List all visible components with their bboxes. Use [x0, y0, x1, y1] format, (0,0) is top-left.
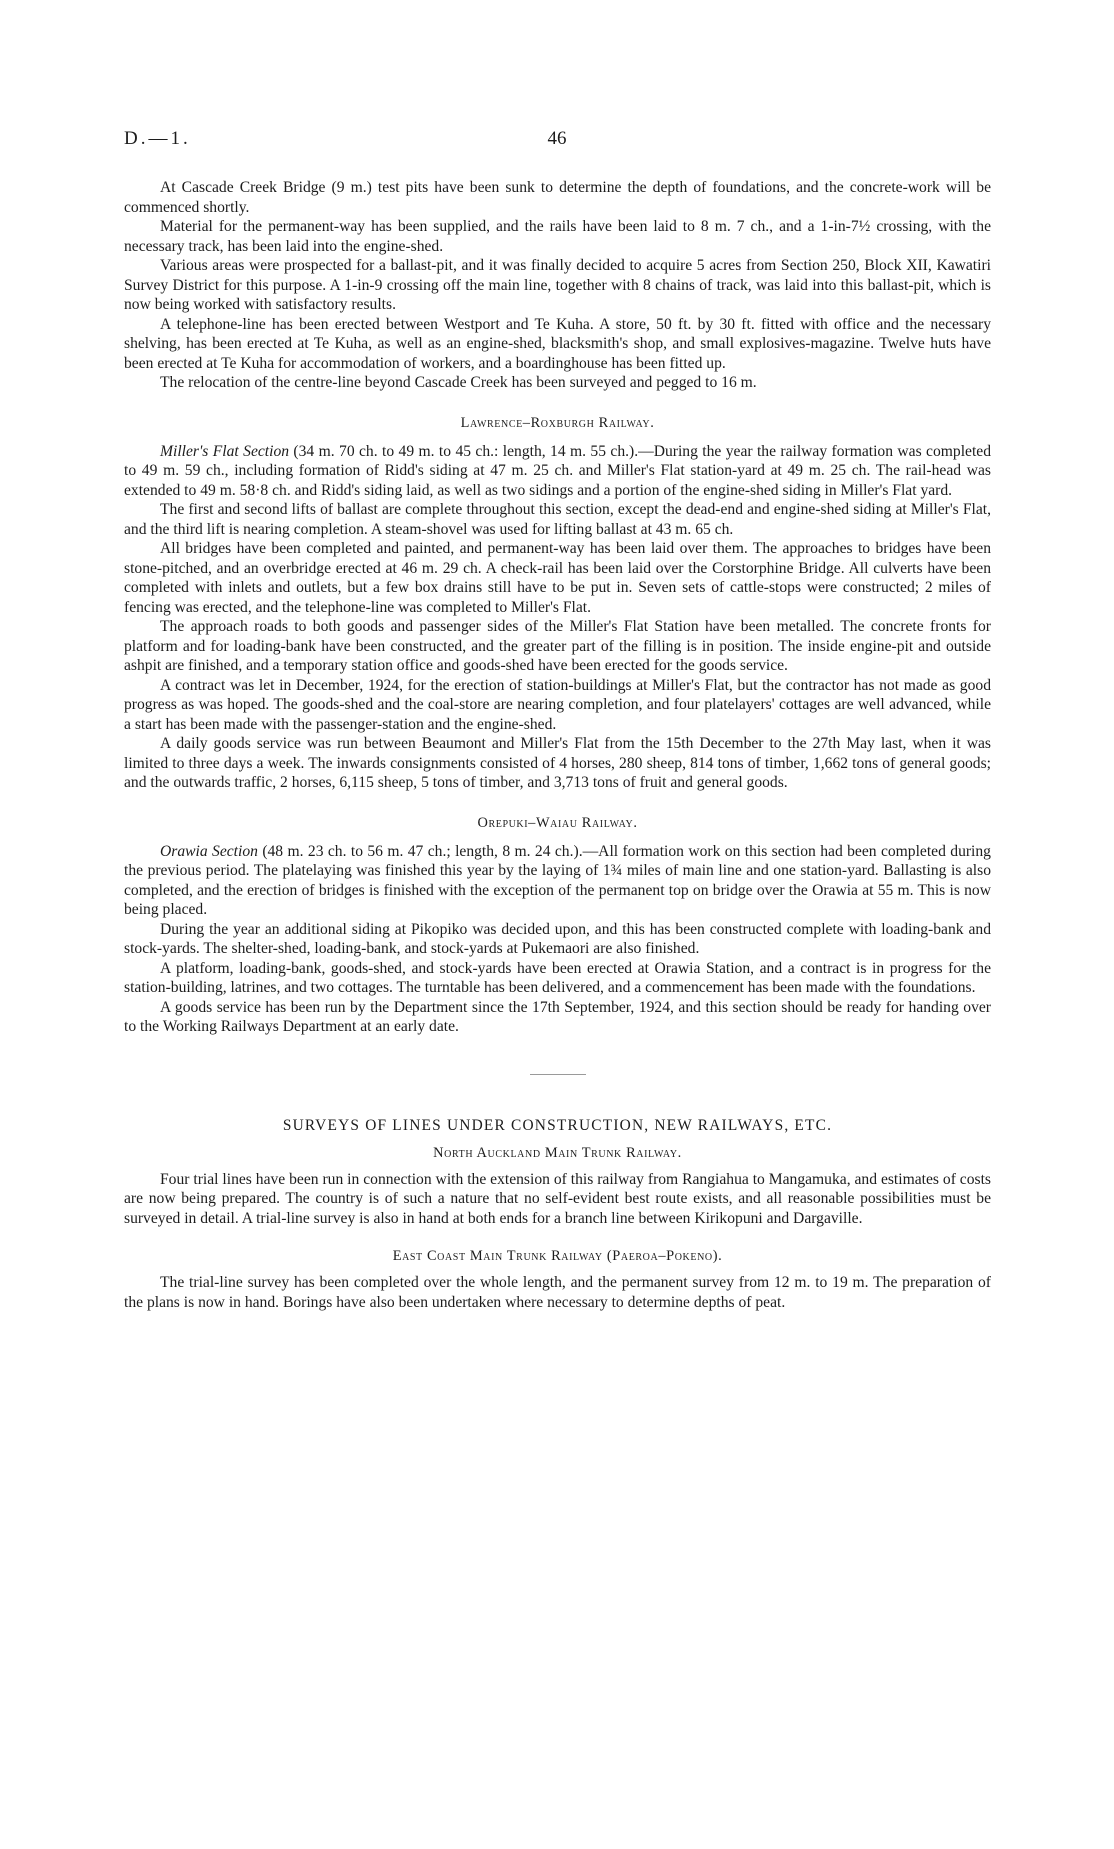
section-name: Orawia Section [160, 842, 258, 860]
document-reference: D.—1. [124, 128, 191, 149]
section-heading-lawrence-roxburgh: Lawrence–Roxburgh Railway. [460, 414, 655, 431]
page-number: 46 [547, 128, 567, 149]
page-body [124, 178, 991, 1312]
paragraph: The relocation of the centre-line beyond Cascade Creek has been surveyed and pegged to 16 m. [160, 374, 757, 391]
section-heading-north-auckland: North Auckland Main Trunk Railway. [433, 1144, 682, 1161]
main-heading-surveys: SURVEYS OF LINES UNDER CONSTRUCTION, NEW RAILWAYS, ETC. [282, 1116, 833, 1134]
paragraph: Material for the permanent-way has been supplied, and the rails have been laid to 8 m. 7 ch., and a 1-in-7½ crossing, with the necessary track, has been laid into the engine-shed. [124, 218, 991, 255]
paragraph: All bridges have been completed and painted, and permanent-way has been laid over them. The approaches to bridges have been stone-pitched, and an overbridge erected at 46 m. 29 ch. A check-rail has been laid over the Corstorphine Bridge. All culverts have been completed with inlets and outlets, but a few box drains still have to be put in. Seven sets of cattle-stops were constructed; 2 miles of fencing was erected, and the telephone-line was completed to Miller's Flat. [124, 540, 991, 616]
section-name: Miller's Flat Section [160, 442, 290, 460]
paragraph: A goods service has been run by the Department since the 17th September, 1924, and this section should be ready for handing over to the Working Railways Department at an early date. [124, 998, 991, 1035]
paragraph: The trial-line survey has been completed over the whole length, and the permanent survey from 12 m. to 19 m. The preparation of the plans is now in hand. Borings have also been undertaken where necessary to determine depths of peat. [124, 1274, 991, 1311]
section-heading-east-coast: East Coast Main Trunk Railway (Paeroa–Pokeno). [392, 1248, 723, 1264]
section-separator [124, 1037, 991, 1117]
paragraph-text: (34 m. 70 ch. to 49 m. to 45 ch.: length, 14 m. 55 ch.).—During the year the railway formation was completed to 49 m. 59 ch., including formation of Ridd's siding at 47 m. 25 ch. and Miller's Flat station-yard at 49 m. 25 ch. The rail-head was extended to 49 m. 58·8 ch. and Ridd's siding laid, as well as two sidings and a portion of the engine-shed siding in Miller's Flat yard. [124, 442, 991, 499]
paragraph: At Cascade Creek Bridge (9 m.) test pits have been sunk to determine the depth of foundations, and the concrete-work will be commenced shortly. [124, 179, 991, 216]
section-heading-orepuki-waiau: Orepuki–Waiau Railway. [477, 814, 638, 831]
paragraph: The approach roads to both goods and passenger sides of the Miller's Flat Station have been metalled. The concrete fronts for platform and for loading-bank have been constructed, and the greater part of the filling is in position. The inside engine-pit and outside ashpit are finished, and a temporary station office and goods-shed have been erected for the goods service. [124, 618, 991, 674]
paragraph: Various areas were prospected for a ballast-pit, and it was finally decided to acquire 5 acres from Section 250, Block XII, Kawatiri Survey District for this purpose. A 1-in-9 crossing off the main line, together with 8 chains of track, was laid into this ballast-pit, which is now being worked with satisfactory results. [124, 257, 991, 313]
westport-inangahua-continuation [124, 178, 991, 393]
paragraph [124, 442, 991, 501]
page-header [124, 128, 990, 158]
paragraph-text: (48 m. 23 ch. to 56 m. 47 ch.; length, 8 m. 24 ch.).—All formation work on this section had been completed during the previous period. The platelaying was finished this year by the laying of 1¾ miles of main line and one station-yard. Ballasting is also completed, and the erection of bridges is finished with the exception of the permanent top on bridge over the Orawia at 55 m. This is now being placed. [124, 842, 991, 918]
paragraph: A telephone-line has been erected between Westport and Te Kuha. A store, 50 ft. by 30 ft. fitted with office and the necessary shelving, has been erected at Te Kuha, as well as an engine-shed, blacksmith's shop, and small explosives-magazine. Twelve huts have been erected at Te Kuha for accommodation of workers, and a boardinghouse has been fitted up. [124, 315, 991, 372]
divider-rule [530, 1074, 586, 1075]
paragraph: Four trial lines have been run in connection with the extension of this railway from Rangiahua to Mangamuka, and estimates of costs are now being prepared. The country is of such a nature that no self-evident best route exists, and all reasonable possibilities must be surveyed in detail. A trial-line survey is also in hand at both ends for a branch line between Kirikopuni and Dargaville. [124, 1170, 991, 1227]
paragraph: A daily goods service was run between Beaumont and Miller's Flat from the 15th December to the 27th May last, when it was limited to three days a week. The inwards consignments consisted of 4 horses, 280 sheep, 814 tons of timber, 1,662 tons of general goods; and the outwards traffic, 2 horses, 6,115 sheep, 5 tons of timber, and 3,713 tons of fruit and general goods. [124, 735, 991, 791]
lawrence-roxburgh-section [124, 442, 991, 793]
paragraph: The first and second lifts of ballast are complete throughout this section, except the dead-end and engine-shed siding at Miller's Flat, and the third lift is nearing completion. A steam-shovel was used for lifting ballast at 43 m. 65 ch. [124, 501, 991, 538]
paragraph: A contract was let in December, 1924, for the erection of station-buildings at Miller's Flat, but the contractor has not made as good progress as was hoped. The goods-shed and the coal-store are nearing completion, and four platelayers' cottages are well advanced, while a start has been made with the passenger-station and the engine-shed. [124, 676, 991, 733]
paragraph [124, 842, 991, 920]
paragraph: A platform, loading-bank, goods-shed, and stock-yards have been erected at Orawia Station, and a contract is in progress for the station-building, latrines, and two cottages. The turntable has been delivered, and a commencement has been made with the foundations. [124, 959, 991, 996]
orepuki-waiau-section [124, 842, 991, 1037]
paragraph: During the year an additional siding at Pikopiko was decided upon, and this has been constructed complete with loading-bank and stock-yards. The shelter-shed, loading-bank, and stock-yards at Pukemaori are also finished. [124, 920, 991, 957]
